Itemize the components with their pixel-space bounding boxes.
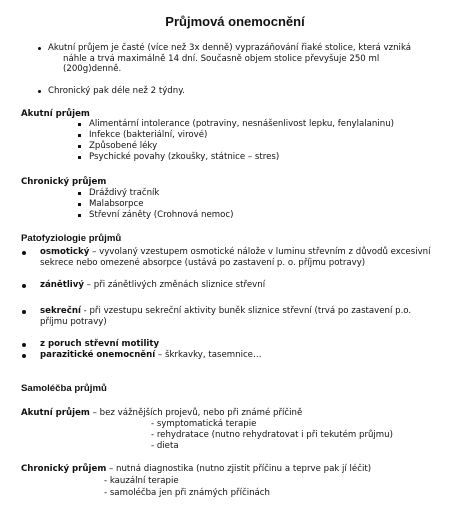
- samolecba-akutni-item: - rehydratace (nutno rehydratovat i při tekutém průjmu): [151, 430, 393, 440]
- poruch-line: z poruch střevní motility: [40, 339, 160, 349]
- intro-line-1: Akutní průjem je časté (více než 3x denně) vyprazáňování řiaké stolice, která vzniká: [48, 43, 412, 53]
- bullet: [22, 251, 26, 255]
- samolecba-chronicky-line: Chronický průjem – nutná diagnostika (nutno zjistit příčinu a teprve pak jí léčit): [21, 464, 372, 474]
- akutni-heading: Akutní průjem: [21, 109, 90, 119]
- bullet: [78, 123, 81, 126]
- intro-line-2: náhle a trvá maximálně 14 dní. Současně objem stolice převyšuje 250 ml: [63, 54, 380, 64]
- samolecba-akutni-item: - dieta: [151, 441, 179, 451]
- bullet: [78, 192, 81, 195]
- bullet: [22, 354, 26, 358]
- bullet: [38, 47, 41, 50]
- bullet: [78, 145, 81, 148]
- intro-chronic: Chronický pak déle než 2 týdny.: [48, 86, 185, 96]
- chronicky-item: Malabsorpce: [89, 199, 144, 209]
- bullet: [78, 203, 81, 206]
- bullet: [78, 214, 81, 217]
- intro-line-3: (200g)denně.: [63, 64, 122, 74]
- samolecba-chronicky-item: - kauzální terapie: [104, 476, 179, 486]
- akutni-item: Infekce (bakteriální, virové): [89, 130, 208, 140]
- sekrecni-line-2: příjmu potravy): [40, 317, 107, 327]
- samolecba-akutni-line: Akutní průjem – bez vážnějších projevů, nebo při známé příčině: [21, 408, 303, 418]
- chronicky-heading: Chronický průjem: [21, 177, 107, 187]
- osmoticky-line-1: osmotický – vyvolaný vzestupem osmotické nálože v luminu střevním z důvodů excesivní: [40, 247, 431, 257]
- page-title: Průjmová onemocnění: [165, 14, 305, 29]
- samolecba-chronicky-item: - samoléčba jen při známých příčinách: [104, 488, 270, 498]
- chronicky-item: Dráždivý tračník: [89, 188, 160, 198]
- akutni-item: Způsobené léky: [89, 141, 158, 151]
- sekrecni-line-1: sekreční - při vzestupu sekreční aktivity buněk sliznice střevní (trvá po zastavení p.o.: [40, 306, 412, 316]
- samolecba-heading: Samoléčba průjmů: [21, 383, 107, 394]
- paraziticke-line: parazitické onemocnění – škrkavky, tasemnice…: [40, 350, 262, 360]
- bullet: [38, 90, 41, 93]
- akutni-item: Psychické povahy (zkoušky, státnice – stres): [89, 152, 280, 162]
- bullet: [22, 310, 26, 314]
- akutni-item: Alimentární intolerance (potraviny, nesnášenlivost lepku, fenylalaninu): [89, 119, 394, 129]
- patofyziologie-heading: Patofyziologie průjmů: [21, 233, 122, 244]
- bullet: [78, 156, 81, 159]
- zanetlivy-line: zánětlivý – při zánětlivých změnách sliznice střevní: [40, 280, 266, 290]
- osmoticky-line-2: sekrece nebo omezené absorpce (ustává po zastavení p. o. příjmu potravy): [40, 258, 366, 268]
- samolecba-akutni-item: - symptomatická terapie: [151, 419, 257, 429]
- bullet: [22, 284, 26, 288]
- bullet: [78, 134, 81, 137]
- bullet: [22, 343, 26, 347]
- chronicky-item: Střevní záněty (Crohnová nemoc): [89, 210, 234, 220]
